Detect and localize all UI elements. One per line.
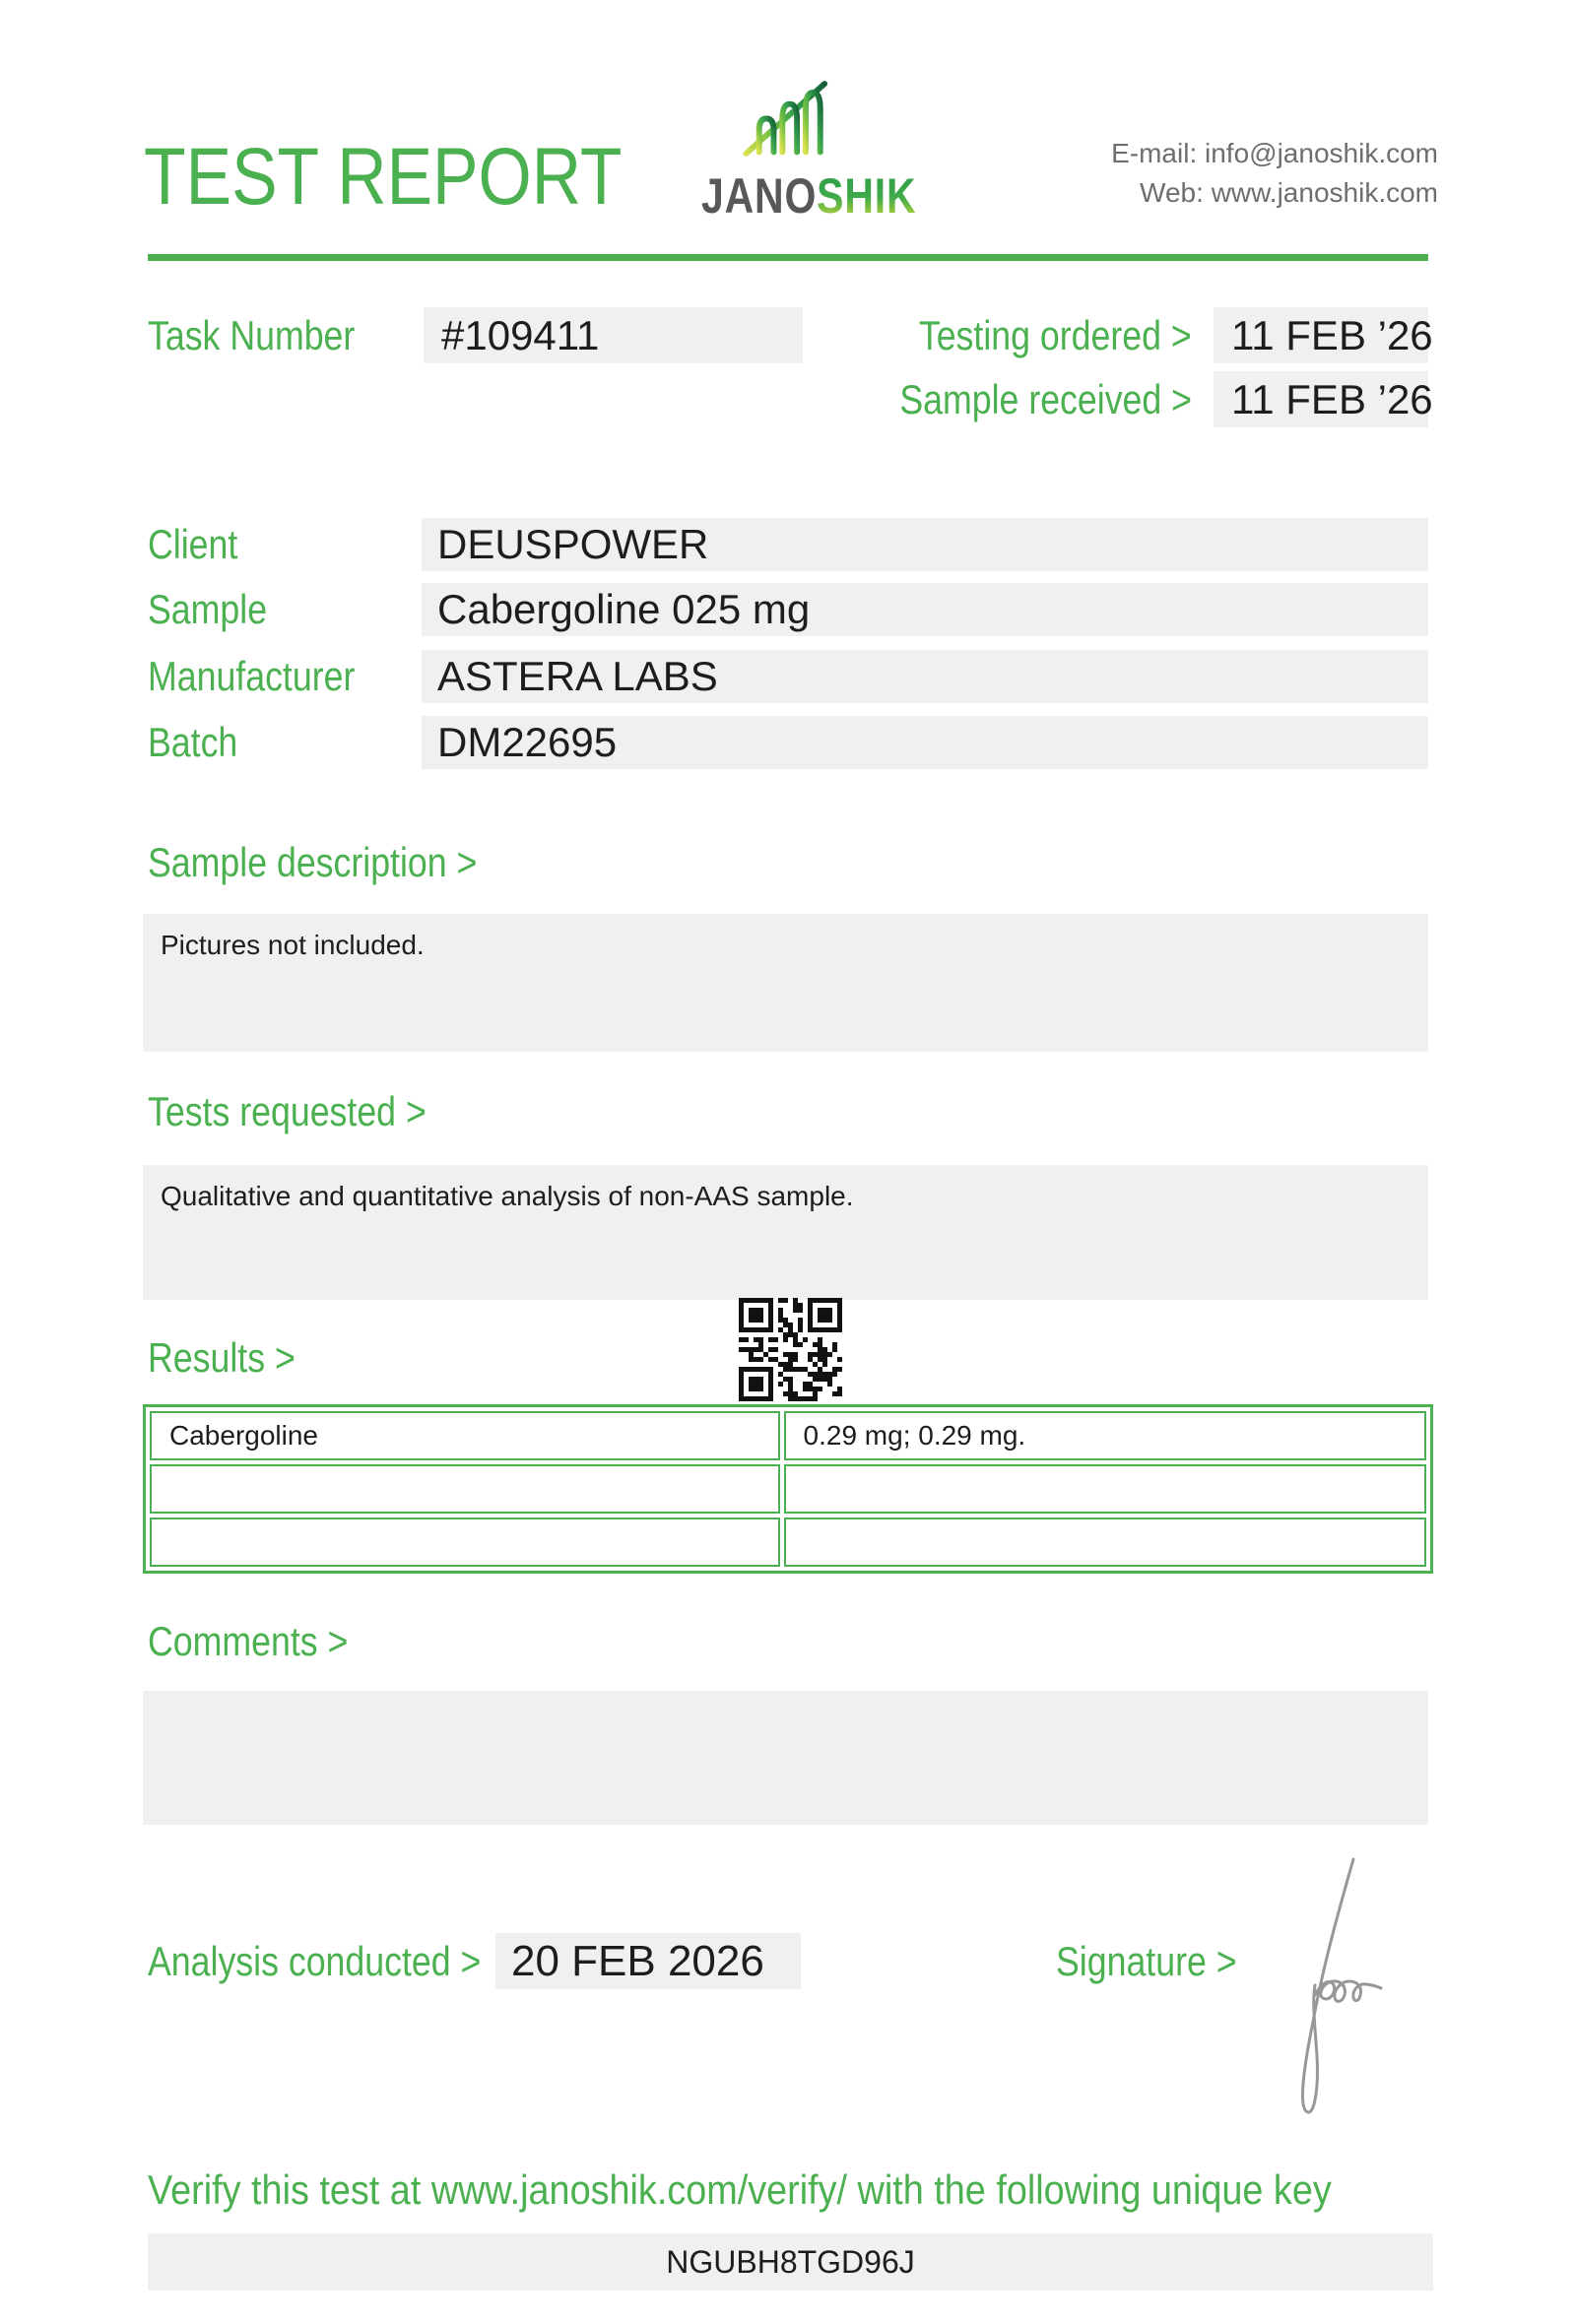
- result-substance-cell: [150, 1464, 780, 1514]
- batch-label: Batch: [148, 719, 238, 765]
- unique-key-box: [148, 2233, 1433, 2291]
- testing-ordered-label: Testing ordered >: [919, 312, 1192, 358]
- testing-ordered-date: 11 FEB ’26: [1214, 307, 1428, 363]
- results-row: [150, 1464, 1426, 1514]
- janoshik-logo-icon: [739, 73, 833, 161]
- verify-instruction: Verify this test at www.janoshik.com/verify/ with the following unique key: [148, 2166, 1332, 2213]
- manufacturer-label: Manufacturer: [148, 653, 356, 699]
- sample-description-box: [143, 914, 1428, 1052]
- signature-mark: [1269, 1849, 1387, 2135]
- results-row: [150, 1411, 1426, 1460]
- contact-block: [985, 134, 1438, 213]
- tests-requested-heading: Tests requested >: [148, 1088, 427, 1134]
- comments-text: [143, 1691, 1428, 1707]
- result-value-cell: [784, 1464, 1426, 1514]
- page-title-text: TEST REPORT: [144, 132, 623, 222]
- results-table: [143, 1404, 1433, 1574]
- logo-wordmark: [678, 167, 917, 225]
- qr-code: [739, 1298, 842, 1401]
- results-heading: Results >: [148, 1334, 296, 1381]
- result-value-cell: 0.29 mg; 0.29 mg.: [784, 1411, 1426, 1460]
- contact-web-line: [985, 173, 1438, 213]
- logo-word-shik: SHIK: [817, 168, 917, 224]
- results-row: [150, 1517, 1426, 1567]
- sample-description-text: Pictures not included.: [161, 930, 425, 960]
- batch-value: DM22695: [422, 716, 1428, 769]
- sample-received-label: Sample received >: [899, 376, 1192, 422]
- analysis-conducted-date: 20 FEB 2026: [495, 1933, 801, 1989]
- email-value: info@janoshik.com: [1205, 138, 1438, 168]
- tests-requested-box: [143, 1165, 1428, 1300]
- sample-received-date: 11 FEB ’26: [1214, 371, 1428, 427]
- client-label: Client: [148, 521, 238, 567]
- web-value: www.janoshik.com: [1211, 177, 1438, 208]
- signature-label: Signature >: [1056, 1938, 1237, 1984]
- contact-email-line: [985, 134, 1438, 173]
- result-substance-cell: [150, 1517, 780, 1567]
- unique-key-value: NGUBH8TGD96J: [666, 2244, 915, 2280]
- comments-box: [143, 1691, 1428, 1825]
- sample-label: Sample: [148, 586, 268, 632]
- page-title: [144, 132, 706, 222]
- result-value-cell: [784, 1517, 1426, 1567]
- web-label: Web:: [1140, 177, 1204, 208]
- tests-requested-text: Qualitative and quantitative analysis of non-AAS sample.: [161, 1181, 854, 1211]
- result-substance-cell: Cabergoline: [150, 1411, 780, 1460]
- logo-word-jano: JANO: [700, 168, 818, 224]
- task-number-label: Task Number: [148, 312, 356, 358]
- task-number-value: #109411: [424, 307, 803, 363]
- manufacturer-value: ASTERA LABS: [422, 650, 1428, 703]
- sample-description-heading: Sample description >: [148, 839, 478, 885]
- sample-value: Cabergoline 025 mg: [422, 583, 1428, 636]
- client-value: DEUSPOWER: [422, 518, 1428, 571]
- comments-heading: Comments >: [148, 1618, 349, 1664]
- analysis-conducted-label: Analysis conducted >: [148, 1938, 482, 1984]
- header-divider-rule: [148, 254, 1428, 261]
- email-label: E-mail:: [1111, 138, 1198, 168]
